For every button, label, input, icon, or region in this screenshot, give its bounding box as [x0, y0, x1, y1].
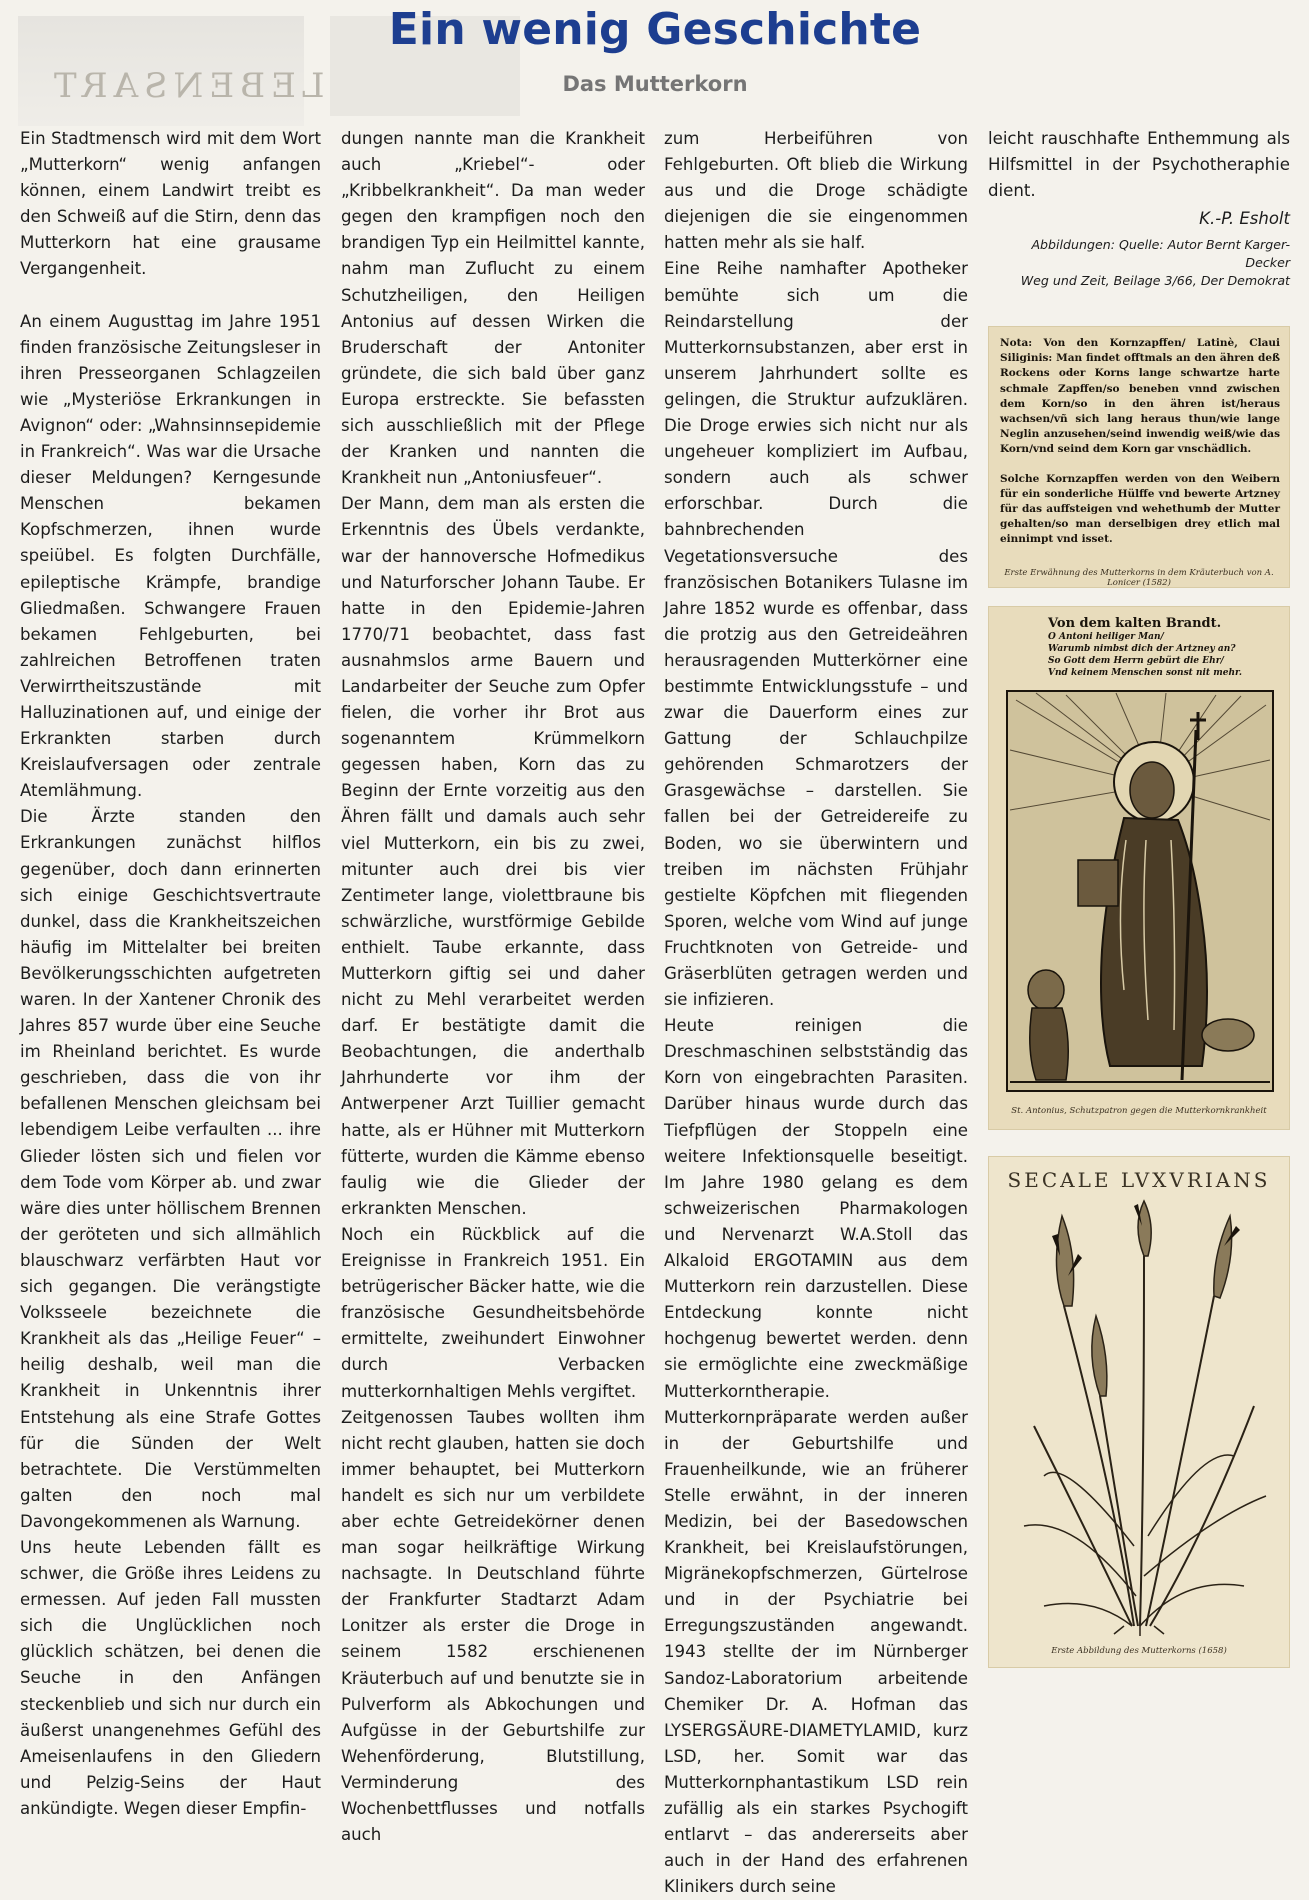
- author-signature: K.-P. Esholt: [1199, 209, 1290, 229]
- paragraph: Eine Reihe namhafter Apotheker bemühte sich um die Reindarstellung der Mutterkornsubstanzen, aber erst in unserem Jahrhundert sollte es gelingen, die Struktur aufzuklären. Die Droge erwies sich nicht nur als ungeheuer kompliziert im Aufbau, sondern auch als schwer erforschbar. Durch die bahnbrechenden Vegetationsversuche des französischen Botanikers Tulasne im Jahre 1852 wurde es offenbar, dass die protzig aus den Getreideähren herausragenden Mutterkörner eine bestimmte Entwicklungsstufe – und zwar die Dauerform eines zur Gattung der Schlauchpilze gehörenden Schmarotzers der Grasgewächse – darstellen. Sie fallen bei der Getreidereife zu Boden, wo sie überwintern und treiben im nächsten Frühjahr gestielte Köpfchen mit fliegenden Sporen, welche vom Wind auf junge Fruchtknoten von Getreide- und Gräserblüten getragen werden und sie infizieren.: [664, 259, 968, 1010]
- woodcut-saint-illustration: [1006, 690, 1274, 1092]
- paragraph: An einem Augusttag im Jahre 1951 finden französische Zeitungsleser in ihren Presseorganen Schlagzeilen wie „Mysteriöse Erkrankungen in Avignon“ oder: „Wahnsinnsepidemie in Frankreich“. Was war die Ursache dieser Meldungen? Kerngesunde Menschen bekamen Kopfschmerzen, ihnen wurde speiübel. Es folgten Durchfälle, epileptische Krämpfe, brandige Gliedmaßen. Schwangere Frauen bekamen Fehlgeburten, bei zahlreichen Betroffenen traten Verwirrtheitszustände mit Halluzinationen auf, und einige der Erkrankten starben durch Kreislaufversagen oder zentrale Atemlähmung.: [20, 311, 321, 801]
- figure-herbal-text-body: [1000, 336, 1280, 562]
- paragraph: Ein Stadtmensch wird mit dem Wort „Mutterkorn“ wenig anfangen können, einem Landwirt treibt es den Schweiß auf die Stirn, denn das Mutterkorn hat eine grausame Vergangenheit.: [20, 129, 321, 279]
- figure-text-paragraph: Solche Kornzapffen werden von den Weibern für ein sonderliche Hülffe vnd bewerte Artzney für das auffsteigen vnd wehethumb der Mutter gehalten/so man derselbigen drey etlich mal einnimpt vnd isset.: [1000, 472, 1280, 546]
- paragraph: Zeitgenossen Taubes wollten ihm nicht recht glauben, hatten sie doch immer behauptet, bei Mutterkorn handelt es sich nur um verbildete aber echte Getreidekörner denen man sogar heilkräftige Wirkung nachsagte. In Deutschland führte der Frankfurter Stadtarzt Adam Lonitzer als erster die Droge in seinem 1582 erschienenen Kräuterbuch auf und benutzte sie in Pulverform als Abkochungen und Aufgüsse in der Geburtshilfe zur Wehenförderung, Blutstillung, Verminderung des Wochenbettflusses und notfalls auch: [341, 1407, 645, 1845]
- figure-st-antonius: [988, 606, 1290, 1130]
- ergot-plant-illustration: [1004, 1196, 1276, 1636]
- image-credit: [988, 236, 1290, 290]
- figure-heading: Von dem kalten Brandt.: [1048, 616, 1222, 631]
- figure-verse: Vnd keinem Menschen sonst nit mehr.: [1048, 668, 1243, 678]
- paragraph: leicht rauschhafte Enthemmung als Hilfsmittel in der Psychotheraphie dient.: [988, 129, 1290, 201]
- page-subtitle: Das Mutterkorn: [562, 72, 748, 96]
- article-column-2: [341, 126, 645, 1848]
- figure-verse: O Antoni heiliger Man/: [1048, 632, 1164, 642]
- figure-caption: St. Antonius, Schutzpatron gegen die Mutterkornkrankheit: [1011, 1106, 1267, 1116]
- article-column-3: [664, 126, 968, 1900]
- article-column-1: [20, 126, 321, 1822]
- page-title: Ein wenig Geschichte: [388, 4, 922, 55]
- image-credit-line: Abbildungen: Quelle: Autor Bernt Karger-Decker: [1031, 237, 1290, 271]
- image-credit-line: Weg und Zeit, Beilage 3/66, Der Demokrat: [1020, 273, 1290, 289]
- paragraph: dungen nannte man die Krankheit auch „Kriebel“- oder „Kribbelkrankheit“. Da man weder gegen den krampfigen noch den brandigen Typ ein Heilmittel kannte, nahm man Zuflucht zu einem Schutzheiligen, den Heiligen Antonius auf dessen Wirken die Bruderschaft der Antoniter gründete, die sich bald über ganz Europa erstreckte. Sie befassten sich ausschließlich mit der Pflege der Kranken und nannten die Krankheit nun „Antoniusfeuer“.: [341, 129, 645, 488]
- figure-heading-block: [1048, 616, 1270, 679]
- paragraph: zum Herbeiführen von Fehlgeburten. Oft blieb die Wirkung aus und die Droge schädigte diejenigen die sie eingenommen hatten mehr als sie half.: [664, 129, 968, 253]
- paragraph: Der Mann, dem man als ersten die Erkenntnis des Übels verdankte, war der hannoversche Hofmedikus und Naturforscher Johann Taube. Er hatte in den Epidemie-Jahren 1770/71 beobachtet, dass fast ausnahmslos arme Bauern und Landarbeiter der Seuche zum Opfer fielen, die vorher ihr Brot aus sogenanntem Krümmelkorn gegessen haben, Korn das zu Beginn der Ernte vorzeitig aus den Ähren fällt und damals auch sehr viel Mutterkorn, ein bis zu zwei, mitunter auch drei bis vier Zentimeter lange, violettbraune bis schwärzliche, wurstförmige Gebilde enthielt. Taube erkannte, dass Mutterkorn giftig sei und daher nicht zu Mehl verarbeitet werden darf. Er bestätigte damit die Beobachtungen, die anderthalb Jahrhunderte vor ihm der Antwerpener Arzt Tuillier gemacht hatte, als er Hühner mit Mutterkorn fütterte, wurden die Kämme ebenso faulig wie die Glieder der erkrankten Menschen.: [341, 494, 645, 1218]
- figure-secale-luxurians: [988, 1156, 1290, 1668]
- bleed-through-left: [18, 16, 325, 126]
- article-column-4: [988, 126, 1290, 290]
- figure-verse: So Gott dem Herrn gebürt die Ehr/: [1048, 656, 1224, 666]
- paragraph: Heute reinigen die Dreschmaschinen selbstständig das Korn von eingebrachten Parasiten. Darüber hinaus wurde durch das Tiefpflügen der Stoppeln eine weitere Infektionsquelle beseitigt. Im Jahre 1980 gelang es dem schweizerischen Pharmakologen und Nervenarzt W.A.Stoll das Alkaloid ERGOTAMIN aus dem Mutterkorn rein darzustellen. Diese Entdeckung konnte nicht hochgenug bewertet werden. denn sie ermöglichte eine zweckmäßige Mutterkorntherapie. Mutterkornpräparate werden außer in der Geburtshilfe und Frauenheilkunde, wie an früherer Stelle erwähnt, in der inneren Medizin, bei der Basedowschen Krankheit, bei Kreislaufstörungen, Migränekopfschmerzen, Gürtelrose und in der Psychiatrie bei Erregungszuständen angewandt. 1943 stellte der im Nürnberger Sandoz-Laboratorium arbeitende Chemiker Dr. A. Hofman das LYSERGSÄURE-DIAMETYLAMID, kurz LSD, her. Somit war das Mutterkornphantastikum LSD rein zufällig als ein starkes Psychogift entlarvt – das andererseits aber auch in der Hand des erfahrenen Klinikers durch seine: [664, 1016, 968, 1897]
- bleed-through-word: LEBENSART: [48, 66, 325, 106]
- figure-caption: Erste Abbildung des Mutterkorns (1658): [1051, 1646, 1227, 1656]
- paragraph: Noch ein Rückblick auf die Ereignisse in Frankreich 1951. Ein betrügerischer Bäcker hatte, wie die französische Gesundheitsbehörde ermittelte, zweihundert Einwohner durch Verbacken mutterkornhaltigen Mehls vergiftet.: [341, 1224, 645, 1401]
- figure-heading: SECALE LVXVRIANS: [1007, 1168, 1271, 1192]
- paragraph: Die Ärzte standen den Erkrankungen zunächst hilflos gegenüber, doch dann erinnerten sich einige Geschichtsvertraute dunkel, dass die Krankheitszeichen häufig im Mittelalter bei breiten Bevölkerungsschichten aufgetreten waren. In der Xantener Chronik des Jahres 857 wurde über eine Seuche im Rheinland berichtet. Es wurde geschrieben, dass die von ihr befallenen Menschen gleichsam bei lebendigem Leibe verfaulten ... ihre Glieder lösten sich und fielen vor dem Tode vom Körper ab. und zwar wäre dies unter höllischem Brennen der geröteten und sich allmählich blauschwarz verfärbten Haut vor sich gegangen. Die verängstigte Volksseele bezeichnete die Krankheit als das „Heilige Feuer“ – heilig deshalb, weil man die Krankheit in Unkenntnis ihrer Entstehung als eine Strafe Gottes für die Sünden der Welt betrachtete. Die Verstümmelten galten den noch mal Davongekommenen als Warnung.: [20, 807, 321, 1531]
- figure-caption: Erste Erwähnung des Mutterkorns in dem Kräuterbuch von A. Lonicer (1582): [1004, 568, 1274, 588]
- figure-verse: Warumb nimbst dich der Artzney an?: [1048, 644, 1236, 654]
- figure-text-paragraph: Nota: Von den Kornzapffen/ Latinè, Claui Siliginis: Man findet offtmals an den ähren deß Rockens oder Korns lange schwartze harte schmale Zapffen/so beneben vnnd zwischen dem Korn/so in den ähren ist/heraus wachsen/vñ sich lang heraus thun/wie lange Neglin anzusehen/seind inwendig weiß/wie das Korn/vnd seind dem Korn gar vnschädlich.: [1000, 337, 1280, 456]
- figure-herbal-text: [988, 326, 1290, 588]
- paragraph: Uns heute Lebenden fällt es schwer, die Größe ihres Leidens zu ermessen. Auf jeden Fall mussten sich die Unglücklichen noch glücklich schätzen, bei denen die Seuche in den Anfängen steckenblieb und sich nur durch ein äußerst unangenehmes Gefühl des Ameisenlaufens in den Gliedern und Pelzig-Seins der Haut ankündigte. Wegen dieser Empfin-: [20, 1537, 321, 1818]
